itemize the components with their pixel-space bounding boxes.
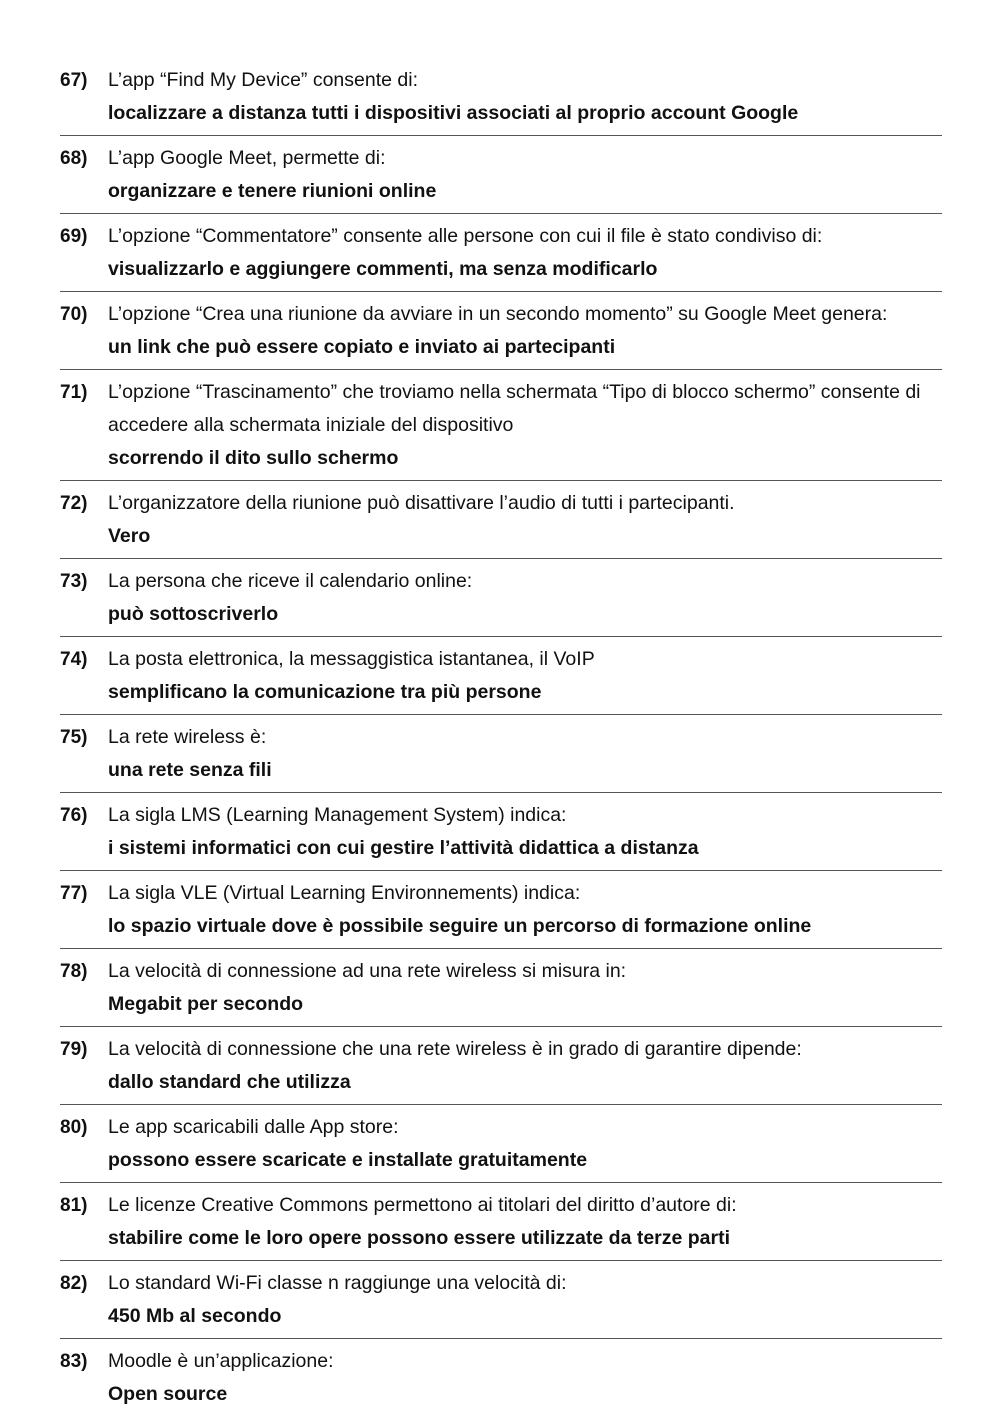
qa-body	[108, 565, 942, 631]
answer-text: può sottoscriverlo	[108, 603, 279, 625]
qa-item-67	[60, 58, 942, 136]
qa-body	[108, 643, 942, 709]
qa-body	[108, 799, 942, 865]
qa-body	[108, 1111, 942, 1177]
qa-item-82	[60, 1261, 942, 1339]
question-number: 75)	[60, 727, 88, 748]
question-text: Moodle è un’applicazione:	[108, 1350, 334, 1372]
question-text: Lo standard Wi-Fi classe n raggiunge una velocità di:	[108, 1272, 567, 1294]
qa-body	[108, 1267, 942, 1333]
qa-body	[108, 64, 942, 130]
question-number: 73)	[60, 571, 88, 592]
qa-item-75	[60, 715, 942, 793]
question-number: 67)	[60, 70, 88, 91]
question-text: L’app “Find My Device” consente di:	[108, 69, 418, 91]
question-text: La rete wireless è:	[108, 726, 267, 748]
qa-body	[108, 376, 942, 475]
answer-text: dallo standard che utilizza	[108, 1071, 351, 1093]
quiz-answer-list	[60, 58, 942, 1416]
question-number: 77)	[60, 883, 88, 904]
question-number: 68)	[60, 148, 88, 169]
answer-text: una rete senza fili	[108, 759, 272, 781]
question-number: 83)	[60, 1351, 88, 1372]
question-text: La sigla LMS (Learning Management System) indica:	[108, 804, 567, 826]
qa-body	[108, 220, 942, 286]
answer-text: un link che può essere copiato e inviato ai partecipanti	[108, 336, 616, 358]
answer-text: stabilire come le loro opere possono essere utilizzate da terze parti	[108, 1227, 731, 1249]
qa-body	[108, 721, 942, 787]
question-number: 71)	[60, 382, 88, 403]
question-text: La velocità di connessione ad una rete wireless si misura in:	[108, 960, 627, 982]
question-text: La velocità di connessione che una rete wireless è in grado di garantire dipende:	[108, 1038, 802, 1060]
qa-item-76	[60, 793, 942, 871]
qa-item-81	[60, 1183, 942, 1261]
question-number: 81)	[60, 1195, 88, 1216]
qa-item-74	[60, 637, 942, 715]
question-text: L’opzione “Crea una riunione da avviare in un secondo momento” su Google Meet genera:	[108, 303, 888, 325]
qa-item-68	[60, 136, 942, 214]
question-text: Le licenze Creative Commons permettono ai titolari del diritto d’autore di:	[108, 1194, 737, 1216]
answer-text: organizzare e tenere riunioni online	[108, 180, 437, 202]
answer-text: Vero	[108, 525, 151, 547]
answer-text: lo spazio virtuale dove è possibile seguire un percorso di formazione online	[108, 915, 812, 937]
qa-item-79	[60, 1027, 942, 1105]
qa-item-77	[60, 871, 942, 949]
question-number: 82)	[60, 1273, 88, 1294]
answer-text: possono essere scaricate e installate gratuitamente	[108, 1149, 588, 1171]
qa-item-72	[60, 481, 942, 559]
question-number: 78)	[60, 961, 88, 982]
question-text: La persona che riceve il calendario online:	[108, 570, 473, 592]
question-text: La sigla VLE (Virtual Learning Environnements) indica:	[108, 882, 581, 904]
question-number: 79)	[60, 1039, 88, 1060]
qa-item-78	[60, 949, 942, 1027]
question-text: L’opzione “Trascinamento” che troviamo nella schermata “Tipo di blocco schermo” consente di accedere alla schermata iniziale del dispositivo	[108, 381, 921, 436]
question-number: 69)	[60, 226, 88, 247]
question-number: 80)	[60, 1117, 88, 1138]
question-text: L’organizzatore della riunione può disattivare l’audio di tutti i partecipanti.	[108, 492, 735, 514]
question-text: L’opzione “Commentatore” consente alle persone con cui il file è stato condiviso di:	[108, 225, 823, 247]
qa-item-80	[60, 1105, 942, 1183]
qa-item-73	[60, 559, 942, 637]
qa-body	[108, 487, 942, 553]
question-number: 72)	[60, 493, 88, 514]
qa-body	[108, 1189, 942, 1255]
question-number: 70)	[60, 304, 88, 325]
qa-item-70	[60, 292, 942, 370]
qa-item-83	[60, 1339, 942, 1416]
qa-body	[108, 142, 942, 208]
qa-body	[108, 877, 942, 943]
answer-text: semplificano la comunicazione tra più persone	[108, 681, 542, 703]
answer-text: visualizzarlo e aggiungere commenti, ma senza modificarlo	[108, 258, 658, 280]
question-text: L’app Google Meet, permette di:	[108, 147, 386, 169]
qa-body	[108, 1033, 942, 1099]
answer-text: localizzare a distanza tutti i dispositivi associati al proprio account Google	[108, 102, 799, 124]
question-number: 76)	[60, 805, 88, 826]
qa-body	[108, 298, 942, 364]
answer-text: scorrendo il dito sullo schermo	[108, 447, 399, 469]
question-number: 74)	[60, 649, 88, 670]
question-text: La posta elettronica, la messaggistica istantanea, il VoIP	[108, 648, 595, 670]
answer-text: i sistemi informatici con cui gestire l’attività didattica a distanza	[108, 837, 699, 859]
question-text: Le app scaricabili dalle App store:	[108, 1116, 399, 1138]
qa-item-69	[60, 214, 942, 292]
qa-item-71	[60, 370, 942, 481]
qa-body	[108, 1345, 942, 1411]
answer-text: Open source	[108, 1383, 228, 1405]
answer-text: 450 Mb al secondo	[108, 1305, 282, 1327]
answer-text: Megabit per secondo	[108, 993, 304, 1015]
qa-body	[108, 955, 942, 1021]
